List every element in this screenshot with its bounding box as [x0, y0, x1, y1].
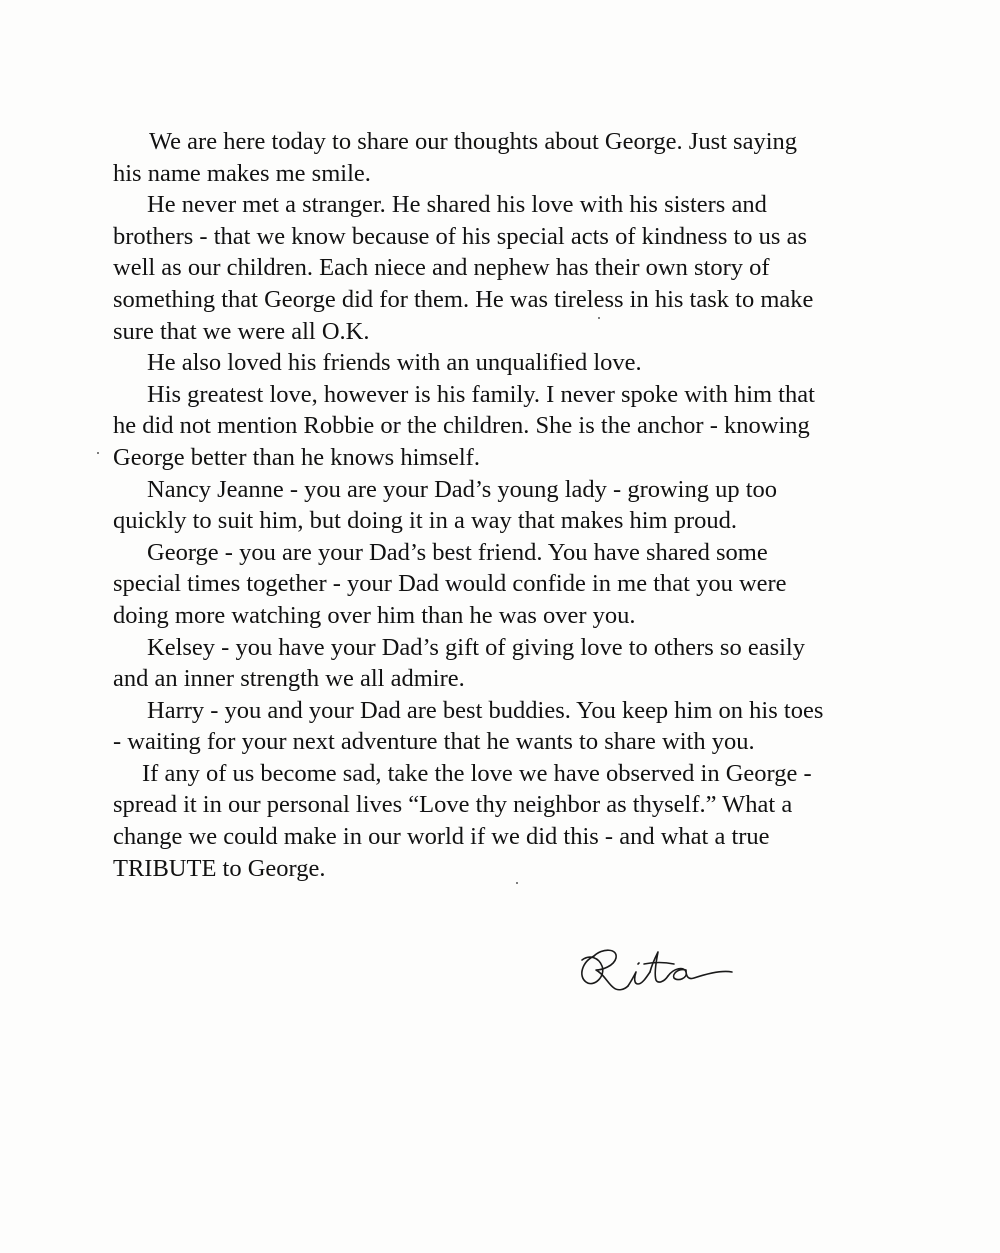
letter-body — [113, 126, 903, 884]
text-line: - waiting for your next adventure that he wants to share with you. — [113, 728, 755, 756]
text-line: He also loved his friends with an unqualified love. — [147, 349, 642, 377]
text-line: We are here today to share our thoughts about George. Just saying — [149, 128, 798, 155]
handwritten-signature — [572, 942, 740, 1000]
text-line: doing more watching over him than he was over you. — [113, 601, 636, 629]
scan-speck — [598, 317, 600, 319]
text-line: George better than he knows himself. — [113, 443, 480, 471]
text-line: something that George did for them. He was tireless in his task to make — [113, 285, 814, 313]
text-line: His greatest love, however is his family. I never spoke with him that — [147, 380, 815, 408]
text-line: well as our children. Each niece and nephew has their own story of — [113, 254, 770, 282]
text-line: and an inner strength we all admire. — [113, 665, 465, 693]
text-line: quickly to suit him, but doing it in a way that makes him proud. — [113, 507, 738, 535]
text-line: TRIBUTE to George. — [113, 854, 326, 882]
scan-speck — [516, 882, 518, 884]
text-line: Harry - you and your Dad are best buddies. You keep him on his toes — [147, 696, 824, 724]
scan-speck — [97, 452, 99, 454]
text-line: spread it in our personal lives “Love thy neighbor as thyself.” What a — [113, 791, 793, 819]
text-line: George - you are your Dad’s best friend. You have shared some — [147, 538, 768, 566]
text-line: change we could make in our world if we did this - and what a true — [113, 823, 770, 851]
text-line: he did not mention Robbie or the children. She is the anchor - knowing — [113, 412, 810, 440]
text-line: his name makes me smile. — [113, 159, 371, 187]
text-line: special times together - your Dad would confide in me that you were — [113, 570, 787, 598]
text-line: If any of us become sad, take the love we have observed in George - — [142, 759, 812, 787]
text-line: Kelsey - you have your Dad’s gift of giving love to others so easily — [147, 633, 805, 661]
text-line: sure that we were all O.K. — [113, 317, 370, 345]
text-line: Nancy Jeanne - you are your Dad’s young lady - growing up too — [147, 475, 778, 503]
text-line: He never met a stranger. He shared his love with his sisters and — [147, 191, 767, 219]
signature-icon — [572, 942, 740, 1000]
text-line: brothers - that we know because of his special acts of kindness to us as — [113, 222, 807, 250]
